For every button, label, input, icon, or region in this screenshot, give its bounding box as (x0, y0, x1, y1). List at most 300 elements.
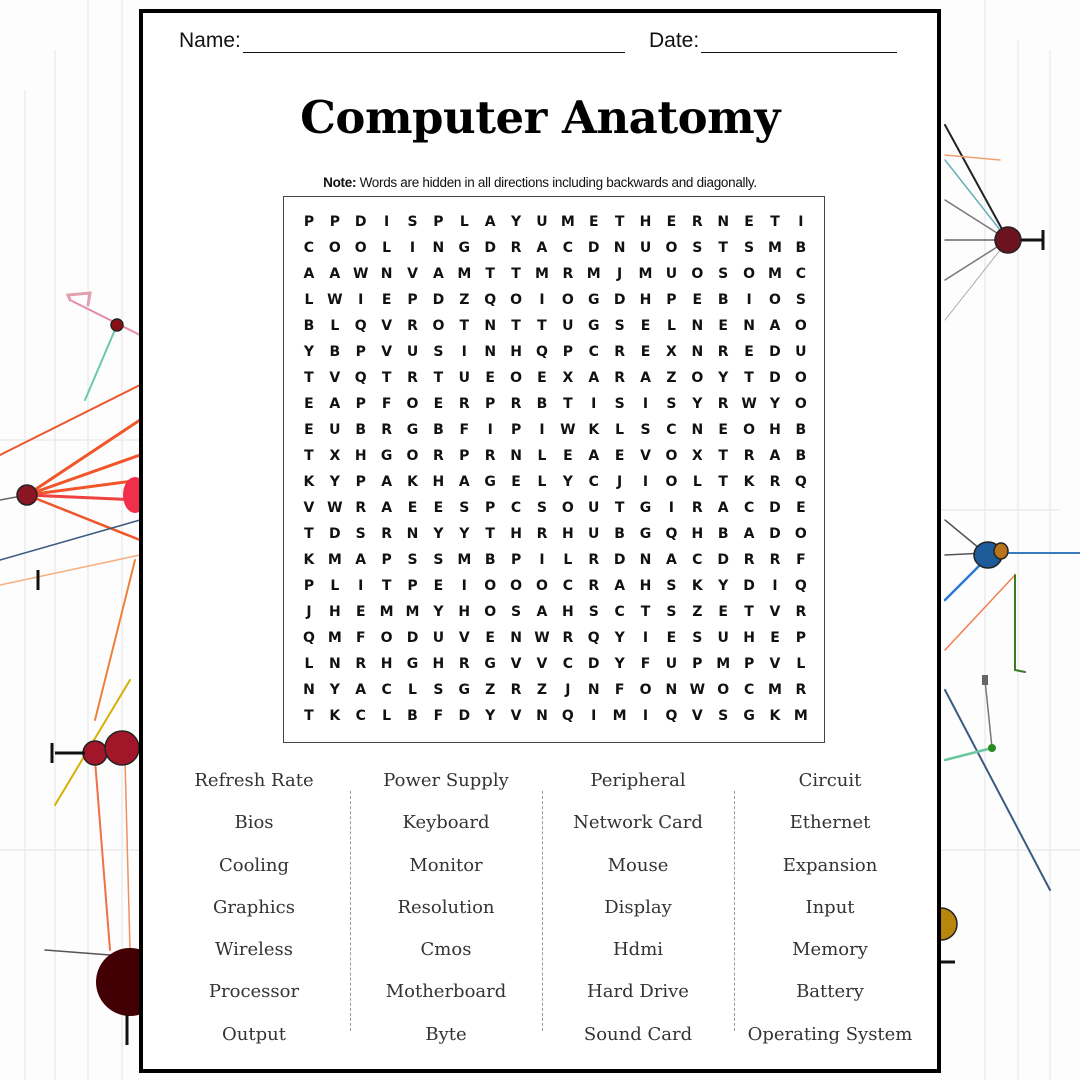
grid-letter[interactable]: I (409, 240, 416, 256)
grid-letter[interactable]: I (746, 292, 752, 308)
grid-letter[interactable]: B (407, 708, 418, 724)
grid-letter[interactable]: P (355, 474, 366, 490)
grid-letter[interactable]: W (560, 422, 576, 438)
grid-letter[interactable]: T (744, 370, 754, 386)
grid-letter[interactable]: Y (329, 682, 340, 698)
grid-letter[interactable]: U (795, 344, 807, 360)
grid-letter[interactable]: B (717, 292, 729, 308)
name-blank-line[interactable] (243, 33, 625, 53)
grid-letter[interactable]: I (358, 292, 364, 308)
grid-letter[interactable]: C (692, 552, 703, 568)
grid-letter[interactable]: G (484, 656, 496, 672)
grid-letter[interactable]: U (665, 266, 678, 282)
grid-letter[interactable]: W (327, 500, 343, 516)
grid-letter[interactable]: Y (562, 474, 573, 490)
grid-letter[interactable]: Q (302, 630, 315, 646)
grid-letter[interactable]: J (565, 682, 571, 698)
grid-letter[interactable]: H (328, 604, 341, 620)
grid-letter[interactable]: S (614, 318, 625, 334)
grid-letter[interactable]: M (327, 552, 342, 568)
grid-letter[interactable]: V (769, 604, 781, 620)
grid-letter[interactable]: V (407, 266, 418, 282)
grid-letter[interactable]: S (666, 578, 677, 594)
grid-letter[interactable]: O (794, 526, 807, 542)
grid-letter[interactable]: R (484, 448, 496, 464)
grid-letter[interactable]: I (642, 474, 649, 490)
grid-letter[interactable]: O (328, 240, 341, 256)
grid-letter[interactable]: V (381, 344, 393, 360)
grid-letter[interactable]: C (743, 682, 755, 698)
grid-letter[interactable]: D (717, 552, 729, 568)
grid-letter[interactable]: G (458, 682, 471, 698)
grid-letter[interactable]: N (406, 526, 419, 542)
grid-letter[interactable]: H (458, 604, 471, 620)
grid-letter[interactable]: E (796, 500, 806, 516)
grid-letter[interactable]: K (769, 708, 781, 724)
grid-letter[interactable]: T (485, 526, 495, 542)
grid-letter[interactable]: V (691, 708, 703, 724)
grid-letter[interactable]: I (461, 344, 467, 360)
grid-letter[interactable]: O (717, 682, 730, 698)
grid-letter[interactable]: C (355, 708, 366, 724)
grid-letter[interactable]: R (355, 656, 367, 672)
grid-letter[interactable]: F (459, 422, 470, 438)
grid-letter[interactable]: R (510, 682, 522, 698)
grid-letter[interactable]: O (406, 396, 419, 412)
grid-letter[interactable]: B (717, 526, 729, 542)
grid-letter[interactable]: Q (587, 630, 600, 646)
grid-letter[interactable]: E (485, 370, 495, 386)
grid-letter[interactable]: U (406, 344, 419, 360)
grid-letter[interactable]: V (510, 708, 522, 724)
grid-letter[interactable]: P (303, 214, 315, 230)
grid-letter[interactable]: C (510, 500, 522, 516)
grid-letter[interactable]: Q (354, 370, 367, 386)
grid-letter[interactable]: D (406, 630, 419, 646)
grid-letter[interactable]: T (537, 318, 547, 334)
grid-letter[interactable]: K (303, 552, 315, 568)
grid-letter[interactable]: P (692, 656, 703, 672)
grid-letter[interactable]: P (433, 214, 444, 230)
grid-letter[interactable]: X (562, 370, 574, 386)
grid-letter[interactable]: N (484, 344, 497, 360)
grid-letter[interactable]: O (794, 396, 807, 412)
grid-letter[interactable]: V (329, 370, 341, 386)
grid-letter[interactable]: R (510, 396, 522, 412)
grid-letter[interactable]: T (381, 578, 392, 594)
grid-letter[interactable]: O (691, 370, 704, 386)
grid-letter[interactable]: M (768, 240, 782, 256)
grid-letter[interactable]: F (433, 708, 444, 724)
grid-letter[interactable]: Q (794, 578, 807, 594)
grid-letter[interactable]: S (692, 630, 703, 646)
grid-letter[interactable]: M (327, 630, 342, 646)
grid-letter[interactable]: O (665, 448, 678, 464)
grid-letter[interactable]: V (381, 318, 393, 334)
grid-letter[interactable]: N (665, 682, 678, 698)
grid-letter[interactable]: B (303, 318, 315, 334)
grid-letter[interactable]: T (770, 214, 780, 230)
grid-letter[interactable]: A (381, 500, 393, 516)
grid-letter[interactable]: A (536, 240, 548, 256)
grid-letter[interactable]: Y (329, 474, 340, 490)
grid-letter[interactable]: O (794, 318, 807, 334)
grid-letter[interactable]: P (485, 396, 496, 412)
grid-letter[interactable]: A (588, 448, 600, 464)
grid-letter[interactable]: Y (614, 656, 625, 672)
grid-letter[interactable]: L (537, 474, 547, 490)
grid-letter[interactable]: D (613, 292, 626, 308)
grid-letter[interactable]: O (769, 292, 781, 308)
grid-letter[interactable]: A (769, 448, 781, 464)
grid-letter[interactable]: B (795, 240, 807, 256)
grid-letter[interactable]: E (433, 578, 444, 594)
grid-letter[interactable]: A (303, 266, 315, 282)
grid-letter[interactable]: R (458, 656, 470, 672)
grid-letter[interactable]: N (691, 318, 704, 334)
grid-letter[interactable]: R (769, 552, 781, 568)
grid-letter[interactable]: I (591, 708, 597, 724)
grid-letter[interactable]: O (665, 474, 678, 490)
grid-letter[interactable]: V (510, 656, 522, 672)
grid-letter[interactable]: B (433, 422, 444, 438)
grid-letter[interactable]: U (329, 422, 341, 438)
grid-letter[interactable]: I (798, 214, 804, 230)
grid-letter[interactable]: P (510, 552, 522, 568)
grid-letter[interactable]: B (329, 344, 341, 360)
grid-letter[interactable]: S (459, 500, 470, 516)
grid-letter[interactable]: D (769, 526, 781, 542)
grid-letter[interactable]: T (485, 266, 495, 282)
grid-letter[interactable]: K (691, 578, 703, 594)
grid-letter[interactable]: N (587, 682, 600, 698)
grid-letter[interactable]: R (769, 474, 781, 490)
grid-letter[interactable]: Y (614, 630, 625, 646)
grid-letter[interactable]: P (666, 292, 677, 308)
grid-letter[interactable]: E (692, 292, 703, 308)
grid-letter[interactable]: T (459, 318, 470, 334)
grid-letter[interactable]: E (433, 500, 444, 516)
grid-letter[interactable]: P (795, 630, 806, 646)
grid-letter[interactable]: Q (561, 708, 574, 724)
grid-letter[interactable]: M (379, 604, 394, 620)
grid-letter[interactable]: S (355, 526, 366, 542)
grid-letter[interactable]: P (329, 214, 340, 230)
grid-letter[interactable]: H (639, 214, 652, 230)
grid-letter[interactable]: V (303, 500, 315, 516)
grid-letter[interactable]: R (458, 396, 470, 412)
grid-letter[interactable]: N (432, 240, 445, 256)
date-blank-line[interactable] (701, 33, 897, 53)
grid-letter[interactable]: R (433, 448, 444, 464)
grid-letter[interactable]: V (640, 448, 651, 464)
grid-letter[interactable]: O (561, 292, 574, 308)
grid-letter[interactable]: L (459, 214, 469, 230)
grid-letter[interactable]: R (588, 578, 600, 594)
grid-letter[interactable]: O (432, 318, 445, 334)
grid-letter[interactable]: E (744, 344, 754, 360)
grid-letter[interactable]: R (536, 526, 548, 542)
grid-letter[interactable]: M (716, 656, 731, 672)
grid-letter[interactable]: S (692, 240, 703, 256)
grid-letter[interactable]: R (614, 370, 626, 386)
grid-letter[interactable]: R (691, 500, 703, 516)
grid-letter[interactable]: J (617, 266, 623, 282)
grid-letter[interactable]: T (511, 266, 521, 282)
grid-letter[interactable]: S (666, 604, 677, 620)
grid-letter[interactable]: O (561, 500, 574, 516)
grid-letter[interactable]: I (461, 578, 467, 594)
grid-letter[interactable]: H (561, 604, 574, 620)
grid-letter[interactable]: E (304, 396, 314, 412)
grid-letter[interactable]: S (718, 266, 729, 282)
grid-letter[interactable]: G (587, 318, 600, 334)
grid-letter[interactable]: M (638, 266, 653, 282)
grid-letter[interactable]: N (639, 552, 652, 568)
grid-letter[interactable]: B (355, 422, 367, 438)
grid-letter[interactable]: M (768, 266, 782, 282)
grid-letter[interactable]: V (536, 656, 548, 672)
grid-letter[interactable]: Y (511, 214, 522, 230)
grid-letter[interactable]: U (639, 240, 652, 256)
grid-letter[interactable]: M (457, 266, 472, 282)
grid-letter[interactable]: O (510, 292, 523, 308)
grid-letter[interactable]: L (666, 318, 676, 334)
grid-letter[interactable]: A (329, 266, 341, 282)
grid-letter[interactable]: W (353, 266, 369, 282)
grid-letter[interactable]: U (432, 630, 445, 646)
grid-letter[interactable]: I (591, 396, 597, 412)
grid-letter[interactable]: N (380, 266, 393, 282)
grid-letter[interactable]: S (433, 344, 444, 360)
grid-letter[interactable]: S (795, 292, 806, 308)
grid-letter[interactable]: R (588, 552, 600, 568)
grid-letter[interactable]: L (692, 474, 702, 490)
grid-letter[interactable]: T (744, 604, 754, 620)
grid-letter[interactable]: P (743, 656, 755, 672)
grid-letter[interactable]: O (743, 266, 756, 282)
grid-letter[interactable]: D (769, 370, 781, 386)
grid-letter[interactable]: S (407, 552, 418, 568)
grid-letter[interactable]: M (405, 604, 420, 620)
grid-letter[interactable]: H (691, 526, 704, 542)
grid-letter[interactable]: G (639, 500, 652, 516)
grid-letter[interactable]: T (614, 500, 625, 516)
grid-letter[interactable]: E (485, 630, 495, 646)
grid-letter[interactable]: Z (459, 292, 470, 308)
grid-letter[interactable]: F (381, 396, 392, 412)
grid-letter[interactable]: B (795, 422, 807, 438)
grid-letter[interactable]: G (458, 240, 471, 256)
grid-letter[interactable]: L (304, 656, 314, 672)
grid-letter[interactable]: E (433, 396, 444, 412)
grid-letter[interactable]: U (717, 630, 729, 646)
grid-letter[interactable]: L (304, 292, 314, 308)
grid-letter[interactable]: S (511, 604, 522, 620)
grid-letter[interactable]: B (484, 552, 496, 568)
grid-letter[interactable]: R (510, 240, 522, 256)
grid-letter[interactable]: F (640, 656, 651, 672)
grid-letter[interactable]: R (743, 448, 755, 464)
grid-letter[interactable]: H (432, 656, 445, 672)
grid-letter[interactable]: S (433, 682, 444, 698)
grid-letter[interactable]: R (407, 318, 418, 334)
grid-letter[interactable]: B (614, 526, 625, 542)
grid-letter[interactable]: T (563, 396, 573, 412)
grid-letter[interactable]: T (718, 240, 728, 256)
grid-letter[interactable]: N (691, 344, 704, 360)
grid-letter[interactable]: O (639, 682, 652, 698)
grid-letter[interactable]: R (407, 370, 418, 386)
grid-letter[interactable]: E (614, 448, 625, 464)
grid-letter[interactable]: U (665, 656, 678, 672)
grid-letter[interactable]: A (588, 370, 600, 386)
grid-letter[interactable]: P (485, 500, 496, 516)
grid-letter[interactable]: X (329, 448, 341, 464)
letter-grid[interactable] (296, 209, 814, 729)
grid-letter[interactable]: T (718, 448, 728, 464)
grid-letter[interactable]: O (665, 240, 678, 256)
grid-letter[interactable]: L (796, 656, 806, 672)
grid-letter[interactable]: R (614, 344, 626, 360)
grid-letter[interactable]: F (614, 682, 625, 698)
grid-letter[interactable]: N (328, 656, 341, 672)
grid-letter[interactable]: H (561, 526, 574, 542)
grid-letter[interactable]: X (666, 344, 677, 360)
grid-letter[interactable]: Q (794, 474, 807, 490)
grid-letter[interactable]: N (303, 682, 315, 698)
grid-letter[interactable]: K (588, 422, 600, 438)
grid-letter[interactable]: Y (303, 344, 315, 360)
grid-letter[interactable]: I (358, 578, 364, 594)
grid-letter[interactable]: C (303, 240, 315, 256)
grid-letter[interactable]: I (539, 422, 545, 438)
grid-letter[interactable]: A (614, 578, 626, 594)
grid-letter[interactable]: N (613, 240, 626, 256)
grid-letter[interactable]: Y (433, 526, 444, 542)
grid-letter[interactable]: R (743, 552, 755, 568)
grid-letter[interactable]: W (327, 292, 343, 308)
grid-letter[interactable]: X (691, 448, 703, 464)
grid-letter[interactable]: U (562, 318, 574, 334)
grid-letter[interactable]: E (718, 318, 728, 334)
grid-letter[interactable]: N (510, 630, 522, 646)
grid-letter[interactable]: N (510, 448, 522, 464)
grid-letter[interactable]: E (666, 214, 677, 230)
grid-letter[interactable]: E (744, 214, 754, 230)
grid-letter[interactable]: I (384, 214, 390, 230)
grid-letter[interactable]: Q (484, 292, 497, 308)
grid-letter[interactable]: L (408, 682, 417, 698)
date-field[interactable] (649, 29, 897, 53)
grid-letter[interactable]: C (588, 474, 599, 490)
grid-letter[interactable]: E (381, 292, 392, 308)
grid-letter[interactable]: E (537, 370, 547, 386)
grid-letter[interactable]: E (588, 214, 599, 230)
grid-letter[interactable]: M (586, 266, 601, 282)
grid-letter[interactable]: Q (354, 318, 367, 334)
grid-letter[interactable]: O (743, 422, 756, 438)
grid-letter[interactable]: L (537, 448, 547, 464)
grid-letter[interactable]: U (588, 526, 600, 542)
grid-letter[interactable]: I (642, 630, 649, 646)
grid-letter[interactable]: S (407, 214, 418, 230)
grid-letter[interactable]: A (355, 682, 367, 698)
grid-letter[interactable]: R (795, 682, 807, 698)
grid-letter[interactable]: D (743, 578, 755, 594)
grid-letter[interactable]: J (617, 474, 623, 490)
grid-letter[interactable]: I (487, 422, 493, 438)
grid-letter[interactable]: C (588, 344, 599, 360)
grid-letter[interactable]: Z (666, 370, 677, 386)
grid-letter[interactable]: O (510, 578, 523, 594)
grid-letter[interactable]: A (536, 604, 548, 620)
grid-letter[interactable]: Z (692, 604, 703, 620)
grid-letter[interactable]: J (306, 604, 312, 620)
grid-letter[interactable]: W (534, 630, 550, 646)
grid-letter[interactable]: D (354, 214, 367, 230)
grid-letter[interactable]: P (381, 552, 392, 568)
grid-letter[interactable]: N (484, 318, 497, 334)
grid-letter[interactable]: H (354, 448, 367, 464)
grid-letter[interactable]: P (355, 344, 366, 360)
grid-letter[interactable]: U (588, 500, 600, 516)
grid-letter[interactable]: S (666, 396, 677, 412)
grid-letter[interactable]: C (562, 240, 573, 256)
grid-letter[interactable]: E (640, 318, 651, 334)
grid-letter[interactable]: M (560, 214, 575, 230)
grid-letter[interactable]: P (303, 578, 315, 594)
grid-letter[interactable]: E (718, 422, 728, 438)
grid-letter[interactable]: E (407, 500, 418, 516)
grid-letter[interactable]: E (718, 604, 728, 620)
grid-letter[interactable]: T (614, 214, 625, 230)
grid-letter[interactable]: C (562, 656, 573, 672)
grid-letter[interactable]: A (665, 552, 677, 568)
grid-letter[interactable]: R (562, 630, 574, 646)
grid-letter[interactable]: Y (718, 578, 729, 594)
grid-letter[interactable]: V (769, 656, 781, 672)
grid-letter[interactable]: A (432, 266, 444, 282)
name-field[interactable] (179, 29, 625, 53)
grid-letter[interactable]: K (329, 708, 341, 724)
grid-letter[interactable]: I (642, 708, 649, 724)
grid-letter[interactable]: H (639, 292, 652, 308)
grid-letter[interactable]: E (770, 630, 780, 646)
grid-letter[interactable]: U (458, 370, 470, 386)
grid-letter[interactable]: S (614, 396, 625, 412)
grid-letter[interactable]: S (744, 240, 755, 256)
grid-letter[interactable]: Q (536, 344, 548, 360)
grid-letter[interactable]: O (406, 448, 419, 464)
grid-letter[interactable]: O (354, 240, 367, 256)
grid-letter[interactable]: T (640, 604, 651, 620)
grid-letter[interactable]: T (304, 448, 314, 464)
grid-letter[interactable]: L (330, 578, 340, 594)
grid-letter[interactable]: T (718, 474, 728, 490)
grid-letter[interactable]: H (510, 526, 522, 542)
grid-letter[interactable]: G (743, 708, 755, 724)
grid-letter[interactable]: C (743, 500, 755, 516)
grid-letter[interactable]: E (666, 630, 677, 646)
grid-letter[interactable]: A (717, 500, 729, 516)
grid-letter[interactable]: C (614, 604, 625, 620)
grid-letter[interactable]: C (562, 578, 573, 594)
grid-letter[interactable]: G (406, 656, 419, 672)
grid-letter[interactable]: C (795, 266, 806, 282)
grid-letter[interactable]: G (587, 292, 600, 308)
grid-letter[interactable]: R (562, 266, 574, 282)
